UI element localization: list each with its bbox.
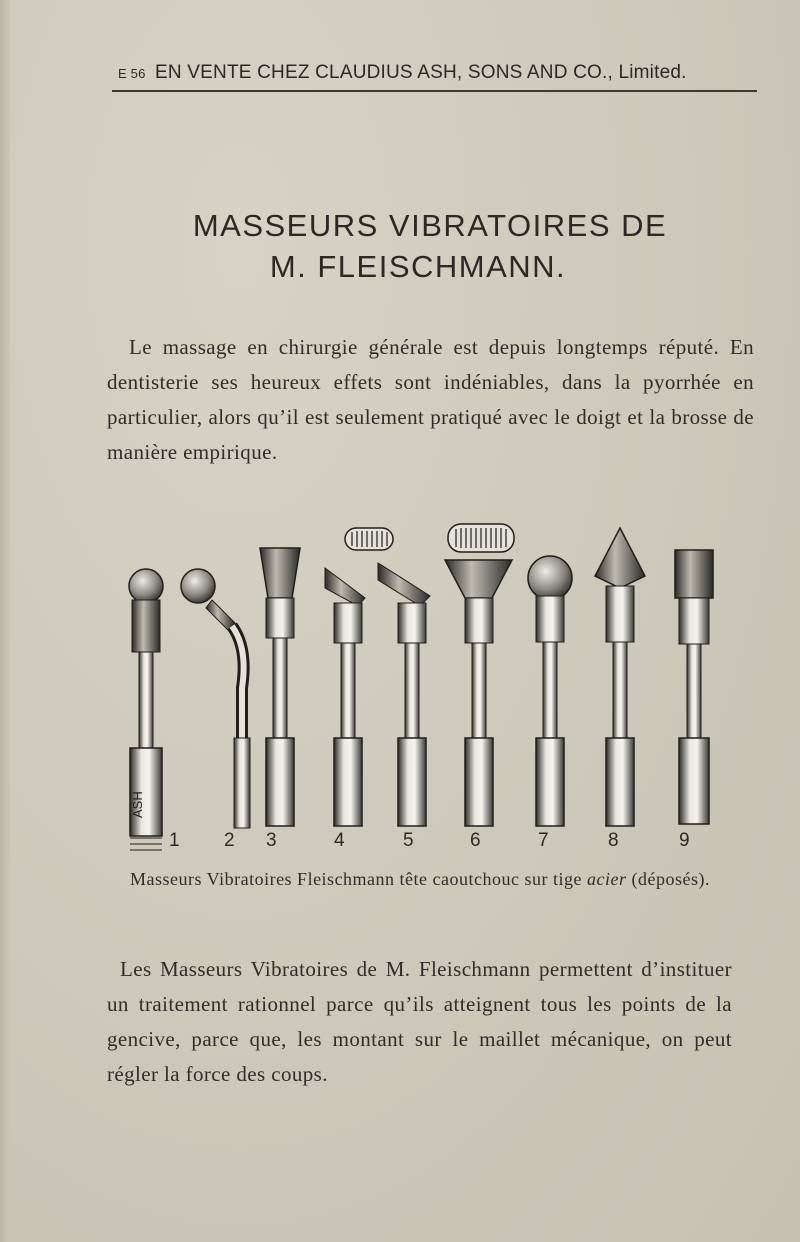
instrument-7 [528, 556, 572, 826]
handle-stamp: ASH [130, 791, 145, 818]
header-rule [112, 90, 757, 92]
instrument-9 [675, 550, 713, 824]
instrument-5 [378, 563, 430, 826]
body-paragraph: Les Masseurs Vibratoires de M. Fleischmann permettent d’instituer un traitement rationnel parce qu’ils atteignent tous les points de la gencive, parce que, les montant sur le maillet mécanique, on peut régler la force des coups. [107, 957, 732, 1086]
instrument-1 [129, 569, 163, 850]
instrument-illustration [120, 518, 720, 858]
item-number-1: 1 [169, 830, 180, 851]
figure-caption [130, 869, 730, 890]
page-number: E 56 [118, 66, 146, 81]
header-text: EN VENTE CHEZ CLAUDIUS ASH, SONS AND CO., Limited. [155, 62, 687, 83]
item-numbers [0, 830, 800, 860]
caption-italic: acier [586, 869, 627, 889]
page-title-line-1: MASSEURS VIBRATOIRES DE [192, 208, 668, 243]
item-number-4: 4 [334, 830, 345, 851]
instrument-6 [445, 524, 514, 826]
running-header [118, 62, 758, 84]
item-number-3: 3 [266, 830, 277, 851]
instrument-3 [260, 548, 300, 826]
caption-tail: (déposés). [626, 869, 710, 889]
page-edge-shadow [0, 0, 10, 1242]
item-number-2: 2 [224, 830, 235, 851]
page-title-line-2: M. FLEISCHMANN. [269, 249, 567, 284]
caption-text: Masseurs Vibratoires Fleischmann tête caoutchouc sur tige [130, 869, 587, 889]
item-number-9: 9 [679, 830, 690, 851]
item-number-6: 6 [470, 830, 481, 851]
instrument-2 [181, 569, 250, 828]
item-number-8: 8 [608, 830, 619, 851]
item-number-7: 7 [538, 830, 549, 851]
item-number-5: 5 [403, 830, 414, 851]
intro-paragraph: Le massage en chirurgie générale est depuis longtemps réputé. En dentisterie ses heureux effets sont indéniables, dans la pyorrhée en particulier, alors qu’il est seulement pratiqué avec le doigt et la brosse de manière empirique. [107, 335, 754, 464]
instrument-8 [595, 528, 645, 826]
